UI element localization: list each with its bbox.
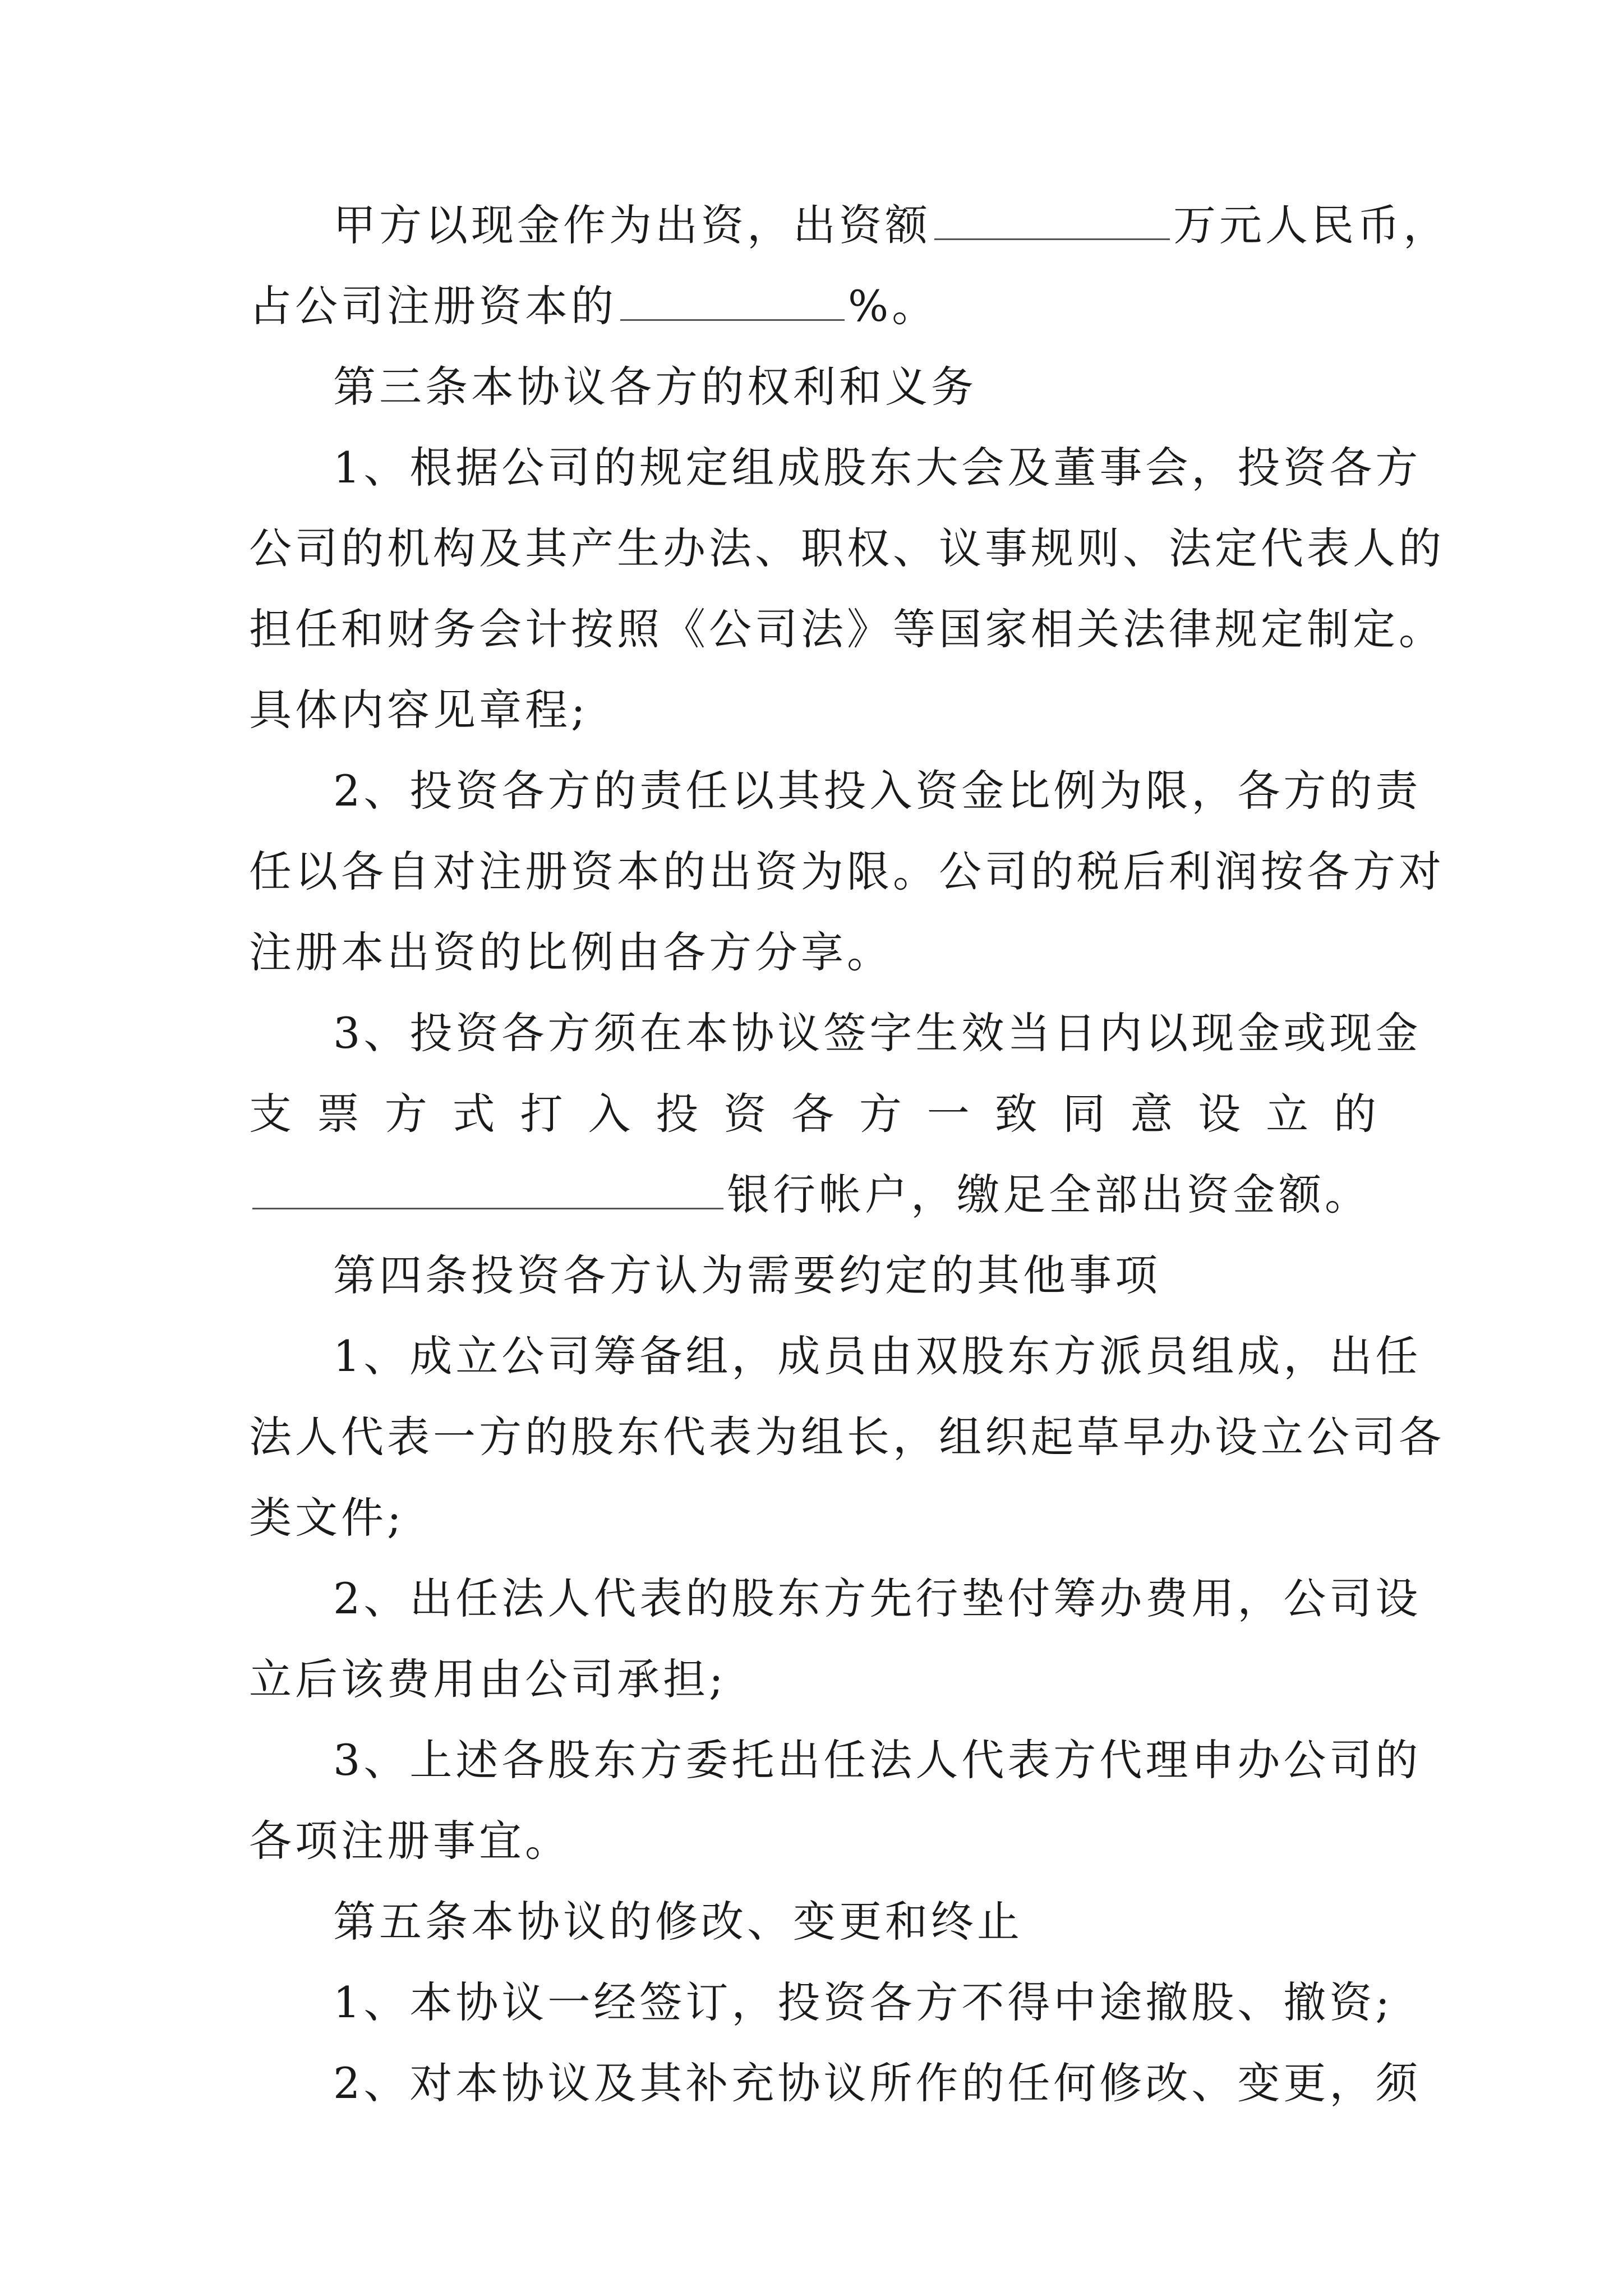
paragraph-line: 法人代表一方的股东代表为组长，组织起草早办设立公司各 (249, 1412, 1445, 1462)
justified-char: 资 (723, 1089, 767, 1139)
article-heading: 第三条本协议各方的权利和义务 (333, 362, 977, 412)
paragraph-line: 3、投资各方须在本协议签字生效当日内以现金或现金 (333, 1008, 1422, 1058)
paragraph-line-justified (249, 1074, 1376, 1154)
fill-blank-bank[interactable] (252, 1168, 723, 1209)
justified-char: 意 (1130, 1089, 1173, 1139)
article-heading: 第五条本协议的修改、变更和终止 (333, 1897, 1023, 1947)
justified-char: 方 (384, 1089, 427, 1139)
justified-char: 投 (656, 1089, 699, 1139)
justified-char: 式 (452, 1089, 495, 1139)
justified-char: 同 (1062, 1089, 1105, 1139)
justified-char: 设 (1198, 1089, 1241, 1139)
paragraph-line: 担任和财务会计按照《公司法》等国家相关法律规定制定。 (249, 604, 1445, 654)
justified-char: 打 (520, 1089, 563, 1139)
paragraph-line (249, 1154, 1376, 1235)
paragraph-line: 任以各自对注册资本的出资为限。公司的税后利润按各方对 (249, 846, 1445, 896)
text: 银行帐户，缴足全部出资金额。 (727, 1170, 1371, 1220)
paragraph-line (249, 185, 1449, 266)
paragraph-line: 注册本出资的比例由各方分享。 (249, 927, 893, 977)
fill-blank-percent[interactable] (620, 280, 845, 321)
paragraph-line: 2、出任法人代表的股东方先行垫付筹办费用，公司设 (333, 1573, 1422, 1623)
paragraph-line: 1、成立公司筹备组，成员由双股东方派员组成，出任 (333, 1331, 1422, 1381)
justified-char: 的 (1334, 1089, 1376, 1139)
justified-char: 入 (588, 1089, 631, 1139)
text: %。 (848, 281, 938, 331)
paragraph-line: 具体内容见章程; (249, 685, 589, 735)
document-body (249, 185, 1449, 2124)
paragraph-line (249, 266, 1376, 347)
text: 万元人民币， (1173, 200, 1449, 250)
justified-char: 票 (316, 1089, 359, 1139)
article-heading: 第四条投资各方认为需要约定的其他事项 (333, 1250, 1161, 1300)
justified-char: 立 (1266, 1089, 1309, 1139)
justified-char: 一 (926, 1089, 970, 1139)
justified-char: 致 (994, 1089, 1038, 1139)
justified-char: 各 (791, 1089, 834, 1139)
text: 甲方以现金作为出资，出资额 (333, 200, 931, 250)
paragraph-line: 立后该费用由公司承担; (249, 1654, 727, 1704)
paragraph-line: 类文件; (249, 1493, 405, 1543)
text: 占公司注册资本的 (249, 281, 617, 331)
paragraph-line: 2、对本协议及其补充协议所作的任何修改、变更，须 (333, 2058, 1422, 2108)
paragraph-line: 1、根据公司的规定组成股东大会及董事会，投资各方 (333, 443, 1422, 493)
paragraph-line: 1、本协议一经签订，投资各方不得中途撤股、撤资; (333, 1977, 1393, 2027)
paragraph-line: 3、上述各股东方委托出任法人代表方代理申办公司的 (333, 1735, 1422, 1785)
justified-char: 方 (859, 1089, 902, 1139)
paragraph-line: 2、投资各方的责任以其投入资金比例为限，各方的责 (333, 766, 1422, 816)
fill-blank-amount[interactable] (934, 199, 1170, 240)
justified-char: 支 (249, 1089, 292, 1139)
paragraph-line: 公司的机构及其产生办法、职权、议事规则、法定代表人的 (249, 523, 1445, 573)
paragraph-line: 各项注册事宜。 (249, 1816, 571, 1866)
